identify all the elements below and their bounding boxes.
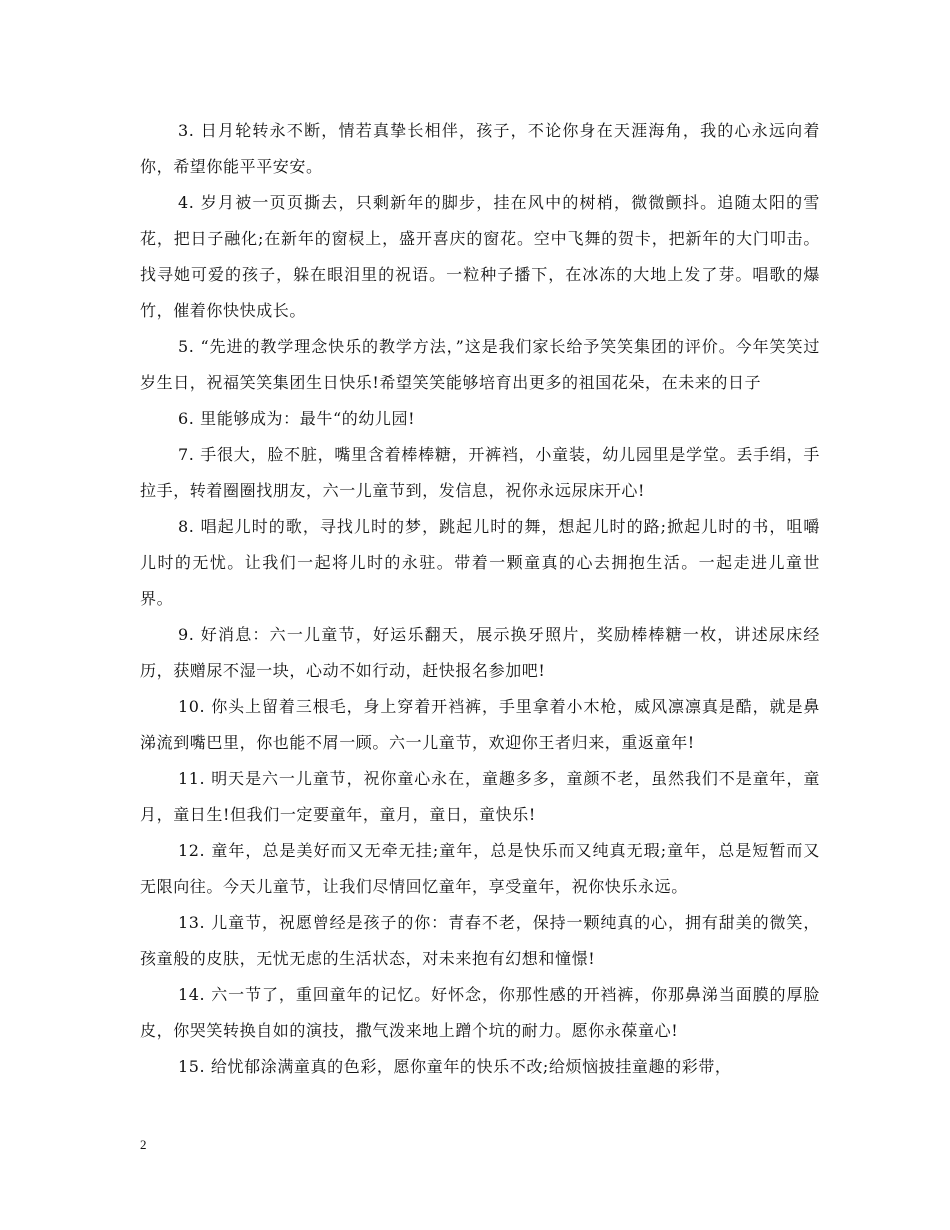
paragraph-13: 13. 儿童节，祝愿曾经是孩子的你：青春不老，保持一颗纯真的心，拥有甜美的微笑，孩童般的皮肤，无忧无虑的生活状态，对未来抱有幻想和憧憬! bbox=[140, 913, 820, 968]
paragraph-4: 4. 岁月被一页页撕去，只剩新年的脚步，挂在风中的树梢，微微颤抖。追随太阳的雪花，把日子融化;在新年的窗棂上，盛开喜庆的窗花。空中飞舞的贺卡，把新年的大门叩击。找寻她可爱的孩子，躲在眼泪里的祝语。一粒种子播下，在冰冻的大地上发了芽。唱歌的爆竹，催着你快快成长。 bbox=[140, 193, 820, 320]
paragraph-5: 5. “先进的教学理念快乐的教学方法，”这是我们家长给予笑笑集团的评价。今年笑笑过岁生日，祝福笑笑集团生日快乐!希望笑笑能够培育出更多的祖国花朵，在未来的日子 bbox=[140, 337, 820, 392]
paragraph-8: 8. 唱起儿时的歌，寻找儿时的梦，跳起儿时的舞，想起儿时的路;掀起儿时的书，咀嚼儿时的无忧。让我们一起将儿时的永驻。带着一颗童真的心去拥抱生活。一起走进儿童世界。 bbox=[140, 517, 820, 608]
paragraph-3: 3. 日月轮转永不断，情若真挚长相伴，孩子，不论你身在天涯海角，我的心永远向着你，希望你能平平安安。 bbox=[140, 121, 820, 176]
paragraph-12: 12. 童年，总是美好而又无牵无挂;童年，总是快乐而又纯真无瑕;童年，总是短暂而又无限向往。今天儿童节，让我们尽情回忆童年，享受童年，祝你快乐永远。 bbox=[140, 841, 820, 896]
paragraph-15: 15. 给忧郁涂满童真的色彩，愿你童年的快乐不改;给烦恼披挂童趣的彩带， bbox=[178, 1057, 732, 1076]
paragraph-9: 9. 好消息：六一儿童节，好运乐翻天，展示换牙照片，奖励棒棒糖一枚，讲述尿床经历，获赠尿不湿一块，心动不如行动，赶快报名参加吧! bbox=[140, 625, 820, 680]
page-number: 2 bbox=[140, 1137, 147, 1152]
paragraph-6: 6. 里能够成为：最牛“的幼儿园! bbox=[178, 409, 416, 428]
paragraph-11: 11. 明天是六一儿童节，祝你童心永在，童趣多多，童颜不老，虽然我们不是童年，童月，童日生!但我们一定要童年，童月，童日，童快乐! bbox=[140, 769, 820, 824]
paragraph-14: 14. 六一节了，重回童年的记忆。好怀念，你那性感的开裆裤，你那鼻涕当面膜的厚脸皮，你哭笑转换自如的演技，撒气泼来地上蹭个坑的耐力。愿你永葆童心! bbox=[140, 985, 820, 1040]
document-body bbox=[140, 113, 820, 1085]
paragraph-10: 10. 你头上留着三根毛，身上穿着开裆裤，手里拿着小木枪，威风凛凛真是酷，就是鼻涕流到嘴巴里，你也能不屑一顾。六一儿童节，欢迎你王者归来，重返童年! bbox=[140, 697, 820, 752]
paragraph-7: 7. 手很大，脸不脏，嘴里含着棒棒糖，开裤裆，小童装，幼儿园里是学堂。丢手绢，手拉手，转着圈圈找朋友，六一儿童节到，发信息，祝你永远尿床开心! bbox=[140, 445, 820, 500]
